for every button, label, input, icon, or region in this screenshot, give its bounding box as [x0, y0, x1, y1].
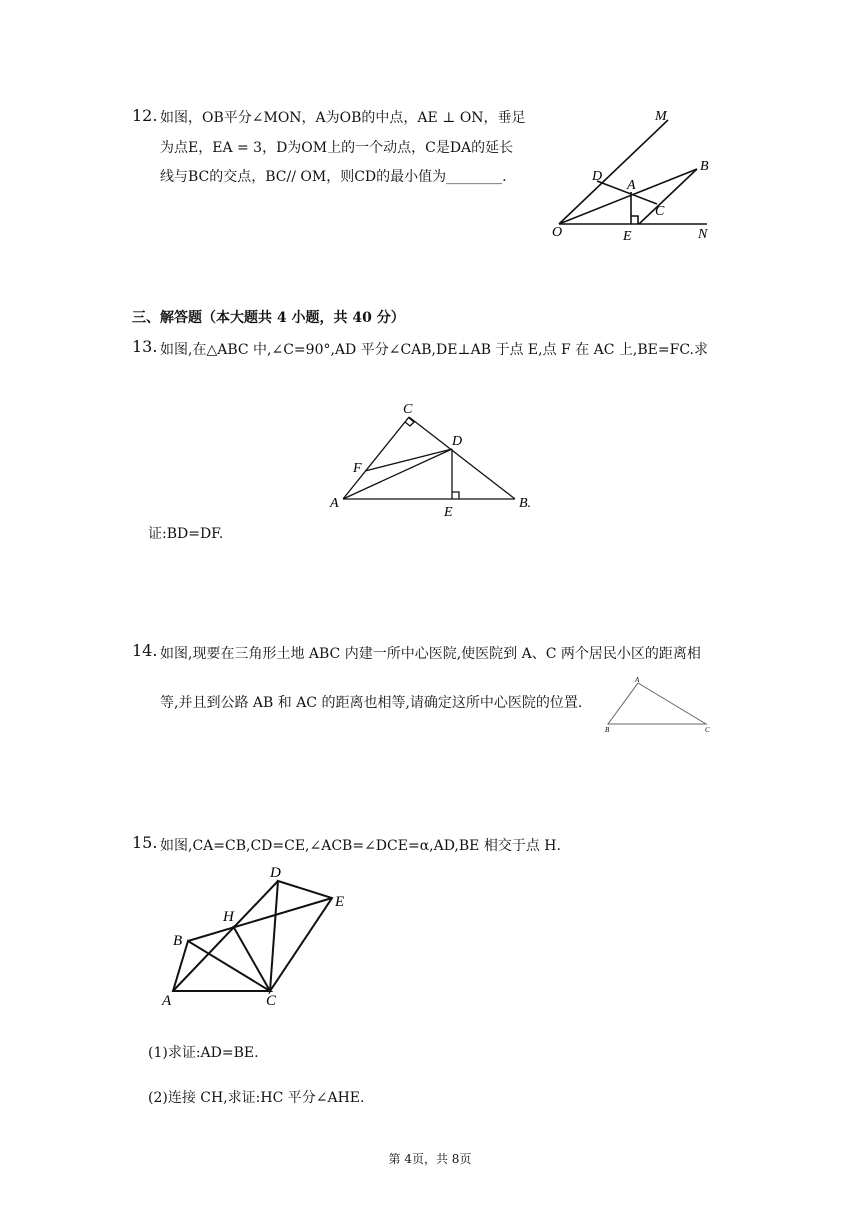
label-A: A — [635, 676, 640, 684]
question-number: 14. — [132, 641, 158, 660]
label-F: F — [353, 461, 362, 476]
question-text-line: 线与BC的交点，BC// OM，则CD的最小值为________. — [160, 169, 507, 185]
question-number: 13. — [132, 337, 158, 356]
label-N: N — [698, 227, 708, 242]
label-O: O — [552, 225, 563, 240]
subquestion-2: (2)连接 CH,求证:HC 平分∠AHE. — [148, 1090, 365, 1106]
question-number: 15. — [132, 833, 158, 852]
label-A: A — [330, 496, 339, 511]
label-C: C — [705, 726, 710, 734]
q12-figure — [545, 100, 720, 245]
question-text-line: 为点E，EA = 3，D为OM上的一个动点，C是DA的延长 — [160, 140, 514, 156]
question-text-line: 如图,现要在三角形土地 ABC 内建一所中心医院,使医院到 A、C 两个居民小区的距离相 — [160, 646, 701, 662]
label-A: A — [627, 178, 636, 193]
label-E: E — [335, 894, 345, 910]
q14-figure — [598, 672, 718, 734]
label-C: C — [403, 402, 413, 417]
label-D: D — [270, 865, 281, 881]
label-D: D — [452, 434, 463, 449]
question-text-line: 证:BD=DF. — [148, 526, 224, 542]
section-heading: 三、解答题（本大题共 4 小题，共 40 分） — [132, 310, 405, 326]
label-A: A — [162, 993, 172, 1009]
label-H: H — [223, 909, 234, 925]
q13-figure — [325, 395, 545, 520]
question-text-line: 等,并且到公路 AB 和 AC 的距离也相等,请确定这所中心医院的位置. — [160, 695, 583, 711]
label-C: C — [266, 993, 277, 1009]
label-M: M — [655, 109, 667, 124]
page-footer: 第 4页，共 8页 — [388, 1152, 472, 1166]
label-B: B — [605, 726, 610, 734]
question-text-line: 如图,在△ABC 中,∠C=90°,AD 平分∠CAB,DE⊥AB 于点 E,点 F 在 AC 上,BE=FC.求 — [160, 342, 708, 358]
label-B: B. — [519, 496, 532, 511]
subquestion-1: (1)求证:AD=BE. — [148, 1045, 259, 1061]
label-E: E — [444, 505, 453, 520]
q15-figure — [155, 855, 365, 1010]
label-C: C — [655, 204, 665, 219]
question-text-line: 如图,CA=CB,CD=CE,∠ACB=∠DCE=α,AD,BE 相交于点 H. — [160, 838, 561, 854]
question-text-line: 如图，OB平分∠MON，A为OB的中点，AE ⊥ ON，垂足 — [160, 110, 526, 126]
question-number: 12. — [132, 106, 158, 125]
label-E: E — [623, 229, 632, 244]
label-B: B — [700, 159, 709, 174]
label-D: D — [592, 169, 603, 184]
label-B: B — [173, 933, 183, 949]
